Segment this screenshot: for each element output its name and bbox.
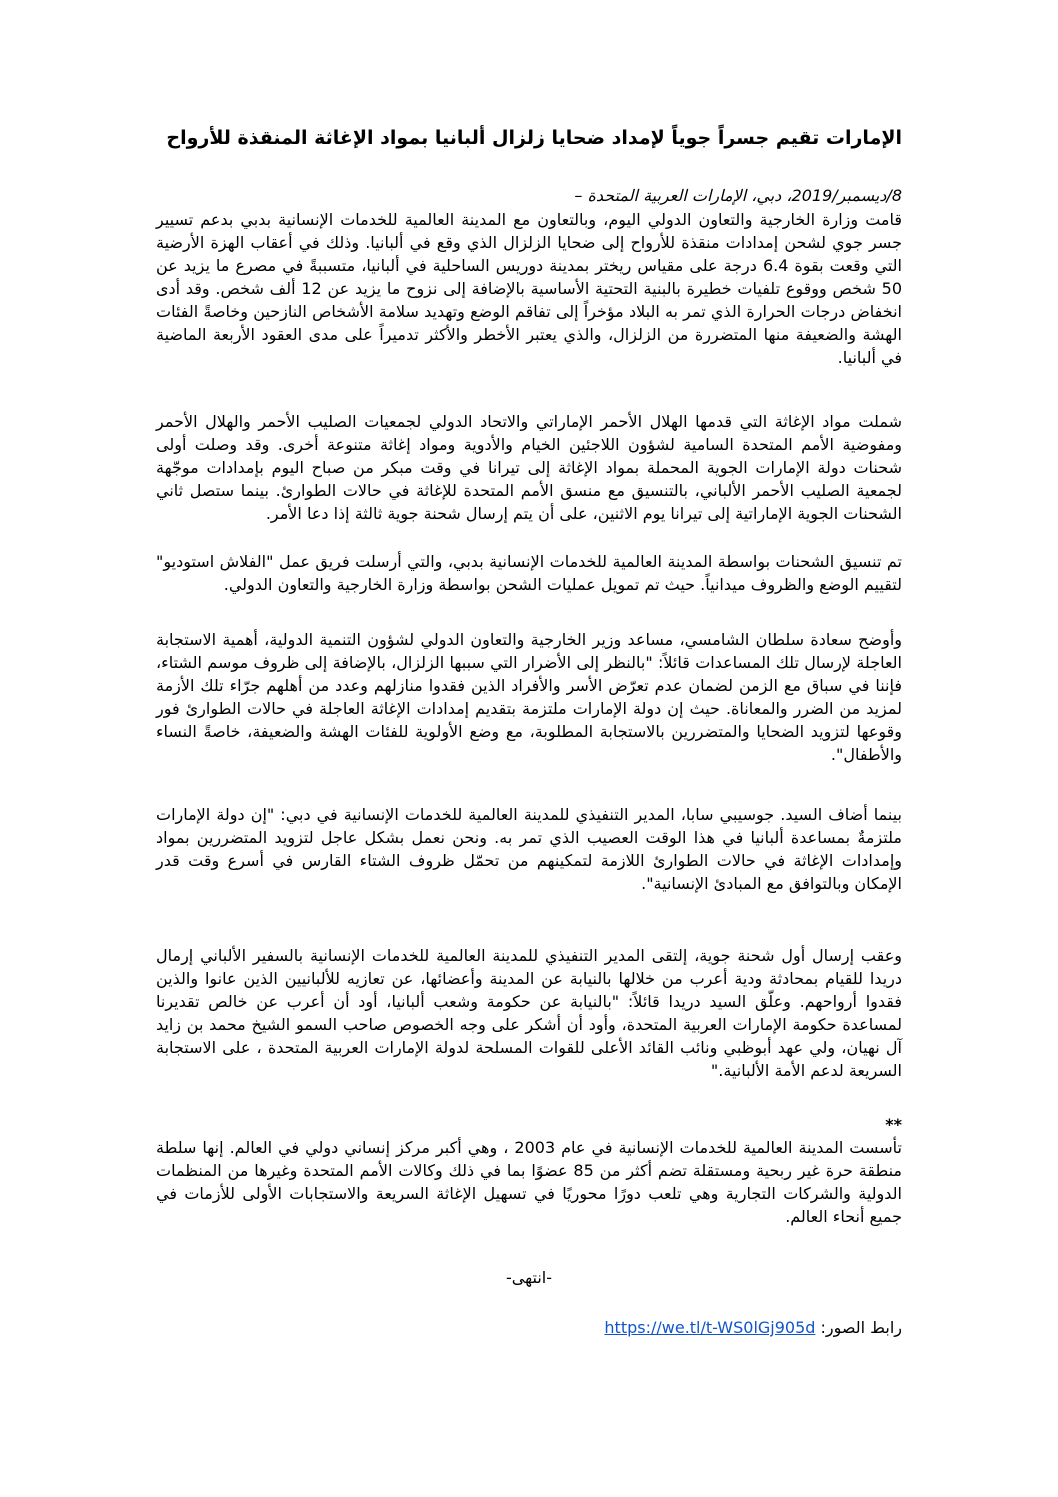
about-paragraph: تأسست المدينة العالمية للخدمات الإنسانية في عام 2003 ، وهي أكبر مركز إنساني دولي في العالم. إنها سلطة منطقة حرة غير ربحية ومستقلة تضم أكثر من 85 عضوًا بما في ذلك وكالات الأمم المتحدة وغيرها من المنظمات الدولية والشركات التجارية وهي تلعب دورًا محوريًا في تسهيل الإغاثة السريعة والاستجابات الأولى للأزمات في جميع أنحاء العالم. [156, 1138, 903, 1226]
end-marker: -انتهى- [506, 1268, 552, 1287]
paragraph-6: وعقب إرسال أول شحنة جوية، إلتقى المدير التنفيذي للمدينة العالمية للخدمات الإنسانية بالسفير الألباني إرمال دريدا للقيام بمحادثة ودية أعرب من خلالها بالنيابة عن المدينة وأعضائها، عن تعازيه للألبانيين الذين عانوا والذين فقدوا أرواحهم. وعلّق السيد دريدا قائلاً: "بالنيابة عن حكومة وشعب ألبانيا، أود أن أعرب عن خالص تقديرنا لمساعدة حكومة الإمارات العربية المتحدة، وأود أن أشكر على وجه الخصوص صاحب السمو الشيخ محمد بن زايد آل نهيان، ولي عهد أبوظبي ونائب القائد الأعلى للقوات المسلحة لدولة الإمارات العربية المتحدة ، على الاستجابة السريعة لدعم الأمة الألبانية." [156, 946, 902, 1080]
paragraph-3: تم تنسيق الشحنات بواسطة المدينة العالمية للخدمات الإنسانية بدبي، والتي أرسلت فريق عمل "الفلاش استوديو" لتقييم الوضع والظروف ميدانياً. حيث تم تمويل عمليات الشحن بواسطة وزارة الخارجية والتعاون الدولي. [156, 552, 902, 594]
paragraph-4: وأوضح سعادة سلطان الشامسي، مساعد وزير الخارجية والتعاون الدولي لشؤون التنمية الدولية، أهمية الاستجابة العاجلة لإرسال تلك المساعدات قائلاً: "بالنظر إلى الأضرار التي سببها الزلزال، بالإضافة إلى ظروف موسم الشتاء، فإننا في سباق مع الزمن لضمان عدم تعرّض الأسر والأفراد الذين فقدوا منازلهم وعدد من أهلهم جرّاء تلك الأزمة لمزيد من الضرر والمعاناة. حيث إن دولة الإمارات ملتزمة بتقديم إمدادات الإغاثة العاجلة في حالات الطوارئ فور وقوعها لتزويد الضحايا والمتضررين بالاستجابة المطلوبة، مع وضع الأولوية للفئات الهشة والضعيفة، خاصةً النساء والأطفال". [156, 630, 902, 764]
paragraph-2: شملت مواد الإغاثة التي قدمها الهلال الأحمر الإماراتي والاتحاد الدولي لجمعيات الصليب الأحمر والهلال الأحمر ومفوضية الأمم المتحدة السامية لشؤون اللاجئين الخيام والأدوية ومواد إغاثة متنوعة أخرى. وقد وصلت أولى شحنات دولة الإمارات الجوية المحملة بمواد الإغاثة إلى تيرانا في وقت مبكر من صباح اليوم بإمدادات موجّهة لجمعية الصليب الأحمر الألباني، بالتنسيق مع منسق الأمم المتحدة للإغاثة في حالات الطوارئ. بينما ستصل ثاني الشحنات الجوية الإماراتية إلى تيرانا يوم الاثنين، على أن يتم إرسال شحنة جوية ثالثة إذا دعا الأمر. [156, 412, 902, 523]
photo-link-row [156, 1317, 902, 1339]
section-separator: ** [885, 1115, 902, 1134]
photo-link[interactable]: https://we.tl/t-WS0lGj905d [604, 1318, 816, 1337]
paragraph-5: بينما أضاف السيد. جوسيبي سابا، المدير التنفيذي للمدينة العالمية للخدمات الإنسانية في دبي: "إن دولة الإمارات ملتزمةٌ بمساعدة ألبانيا في هذا الوقت العصيب الذي تمر به. ونحن نعمل بشكل عاجل لتزويد المتضررين بمواد وإمدادات الإغاثة في حالات الطوارئ اللازمة لتمكينهم من تحمّل ظروف الشتاء القارس في أسرع وقت قدر الإمكان وبالتوافق مع المبادئ الإنسانية". [156, 805, 902, 893]
dateline: 8/ديسمبر/2019، دبي، الإمارات العربية المتحدة – [574, 186, 902, 205]
photo-link-label: رابط الصور: [820, 1318, 902, 1337]
document-title: الإمارات تقيم جسراً جوياً لإمداد ضحايا زلزال ألبانيا بمواد الإغاثة المنقذة للأرواح [166, 127, 902, 149]
paragraph-1: قامت وزارة الخارجية والتعاون الدولي اليوم، وبالتعاون مع المدينة العالمية للخدمات الإنسانية بدبي بدعم تسيير جسر جوي لشحن إمدادات منقذة للأرواح إلى ضحايا الزلزال الذي وقع في ألبانيا. وذلك في أعقاب الهزة الأرضية التي وقعت بقوة 6.4 درجة على مقياس ريختر بمدينة دوريس الساحلية في ألبانيا، متسببةً في مصرع ما يزيد عن 50 شخص ووقوع تلفيات خطيرة بالبنية التحتية الأساسية بالإضافة إلى نزوح ما يزيد عن 12 ألف شخص. وقد أدى انخفاض درجات الحرارة الذي تمر به البلاد مؤخراً إلى تفاقم الوضع وتهديد سلامة الأشخاص النازحين وخاصةً الفئات الهشة والضعيفة منها المتضررة من الزلزال، والذي يعتبر الأخطر والأكثر تدميراً على مدى العقود الأربعة الماضية في ألبانيا. [156, 210, 902, 367]
